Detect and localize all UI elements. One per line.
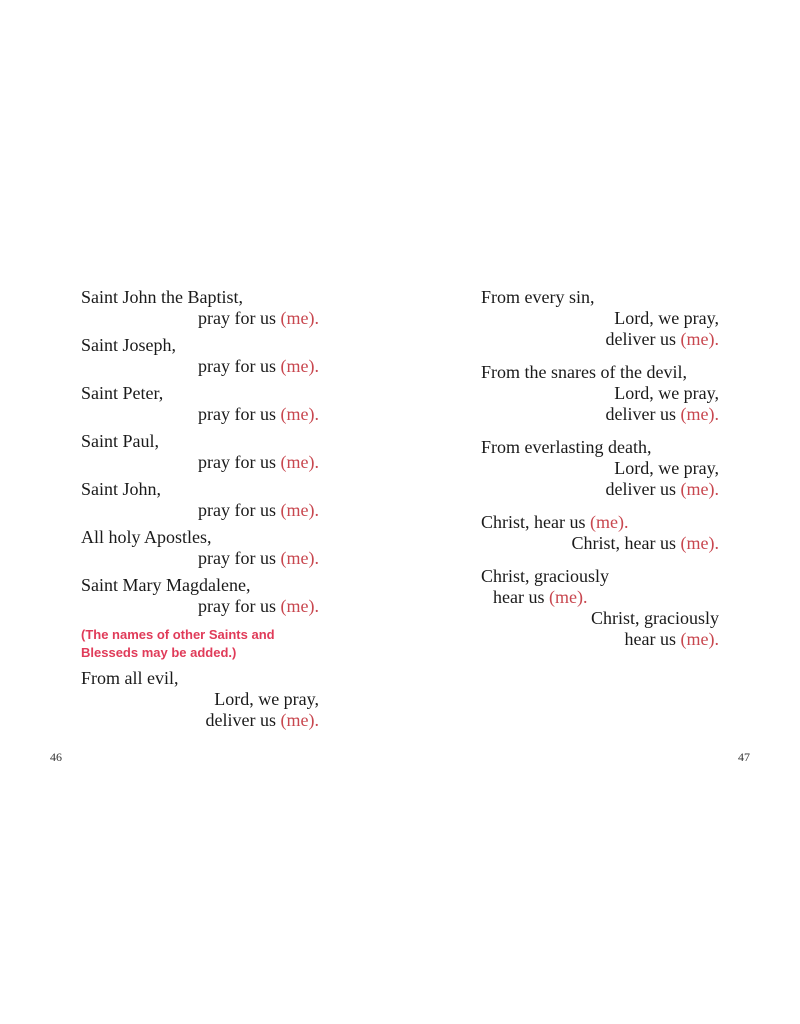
page-number: 46 [50,750,62,764]
page-number: 47 [738,750,750,764]
response-line: pray for us (me). [198,356,319,376]
response-line: deliver us (me). [605,329,719,349]
response-line: deliver us (me). [205,710,319,730]
response-line: Lord, we pray, [214,689,319,709]
response-line: pray for us (me). [198,500,319,520]
invocation-line: Saint Mary Magdalene, [81,575,251,595]
rubric-line: Blesseds may be added.) [81,645,237,660]
invocation-line: Saint Peter, [81,383,164,403]
invocation-line: From every sin, [481,287,595,307]
response-line: Lord, we pray, [614,383,719,403]
rubric-line: (The names of other Saints and [81,627,275,642]
response-line: Christ, hear us (me). [571,533,719,553]
invocation-line: From the snares of the devil, [481,362,687,382]
invocation-line: Christ, graciously [481,566,609,586]
response-line: deliver us (me). [605,479,719,499]
invocation-line: Saint Paul, [81,431,160,451]
response-line: Lord, we pray, [614,308,719,328]
invocation-line: From everlasting death, [481,437,652,457]
invocation-line: All holy Apostles, [81,527,212,547]
invocation-line: Saint John the Baptist, [81,287,243,307]
response-line: pray for us (me). [198,596,319,616]
response-line: Lord, we pray, [614,458,719,478]
response-line: pray for us (me). [198,404,319,424]
response-line: pray for us (me). [198,452,319,472]
invocation-line: Saint Joseph, [81,335,177,355]
response-line: hear us (me). [624,629,719,649]
invocation-line: From all evil, [81,668,179,688]
invocation-line: Christ, hear us (me). [481,512,629,532]
response-line: deliver us (me). [605,404,719,424]
right-page [400,0,800,1024]
invocation-line: Saint John, [81,479,162,499]
response-line: pray for us (me). [198,548,319,568]
response-line: pray for us (me). [198,308,319,328]
response-line: Christ, graciously [591,608,719,628]
invocation-line: hear us (me). [493,587,588,607]
